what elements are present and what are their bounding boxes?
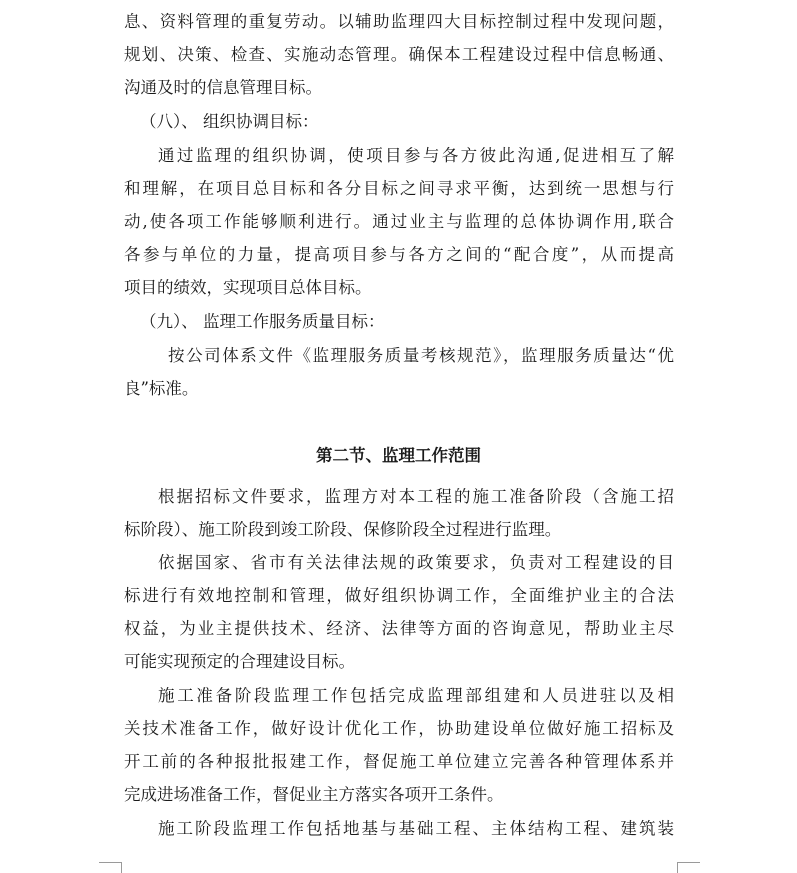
paragraph-line: 施工准备阶段监理工作包括完成监理部组建和人员进驻以及相 xyxy=(158,686,674,705)
page-corner-mark-left xyxy=(99,862,122,873)
section-title: 第二节、监理工作范围 xyxy=(316,446,481,465)
paragraph-line: 通过监理的组织协调，使项目参与各方彼此沟通,促进相互了解 xyxy=(158,146,674,165)
paragraph-line: 息、资料管理的重复劳动。以辅助监理四大目标控制过程中发现问题， xyxy=(124,12,674,31)
paragraph-line: 施工阶段监理工作包括地基与基础工程、主体结构工程、建筑装 xyxy=(158,819,674,838)
paragraph-line: 可能实现预定的合理建设目标。 xyxy=(124,652,355,671)
paragraph-line: 和理解，在项目总目标和各分目标之间寻求平衡，达到统一思想与行 xyxy=(124,179,674,198)
paragraph-line: 沟通及时的信息管理目标。 xyxy=(124,78,322,97)
page-corner-mark-right xyxy=(677,862,700,873)
paragraph-line: 关技术准备工作，做好设计优化工作，协助建设单位做好施工招标及 xyxy=(124,719,674,738)
paragraph-line: 按公司体系文件《监理服务质量考核规范》，监理服务质量达“优 xyxy=(168,346,674,365)
paragraph-line: 规划、决策、检查、实施动态管理。确保本工程建设过程中信息畅通、 xyxy=(124,45,674,64)
paragraph-line: 权益，为业主提供技术、经济、法律等方面的咨询意见，帮助业主尽 xyxy=(124,619,674,638)
paragraph-line: 标进行有效地控制和管理，做好组织协调工作，全面维护业主的合法 xyxy=(124,586,674,605)
heading-service-quality: （九）、 监理工作服务质量目标： xyxy=(140,312,385,331)
paragraph-line: 良”标准。 xyxy=(124,379,199,398)
paragraph-line: 项目的绩效，实现项目总体目标。 xyxy=(124,278,372,297)
paragraph-line: 根据招标文件要求，监理方对本工程的施工准备阶段（含施工招 xyxy=(158,487,674,506)
paragraph-line: 标阶段）、施工阶段到竣工阶段、保修阶段全过程进行监理。 xyxy=(124,520,562,539)
paragraph-line: 各参与单位的力量，提高项目参与各方之间的“配合度”，从而提高 xyxy=(124,245,674,264)
paragraph-line: 动,使各项工作能够顺利进行。通过业主与监理的总体协调作用,联合 xyxy=(124,212,674,231)
heading-organization-coordination: （八）、 组织协调目标： xyxy=(140,112,319,131)
paragraph-line: 完成进场准备工作，督促业主方落实各项开工条件。 xyxy=(124,785,504,804)
paragraph-line: 依据国家、省市有关法律法规的政策要求，负责对工程建设的目 xyxy=(158,553,674,572)
paragraph-line: 开工前的各种报批报建工作，督促施工单位建立完善各种管理体系并 xyxy=(124,752,674,771)
